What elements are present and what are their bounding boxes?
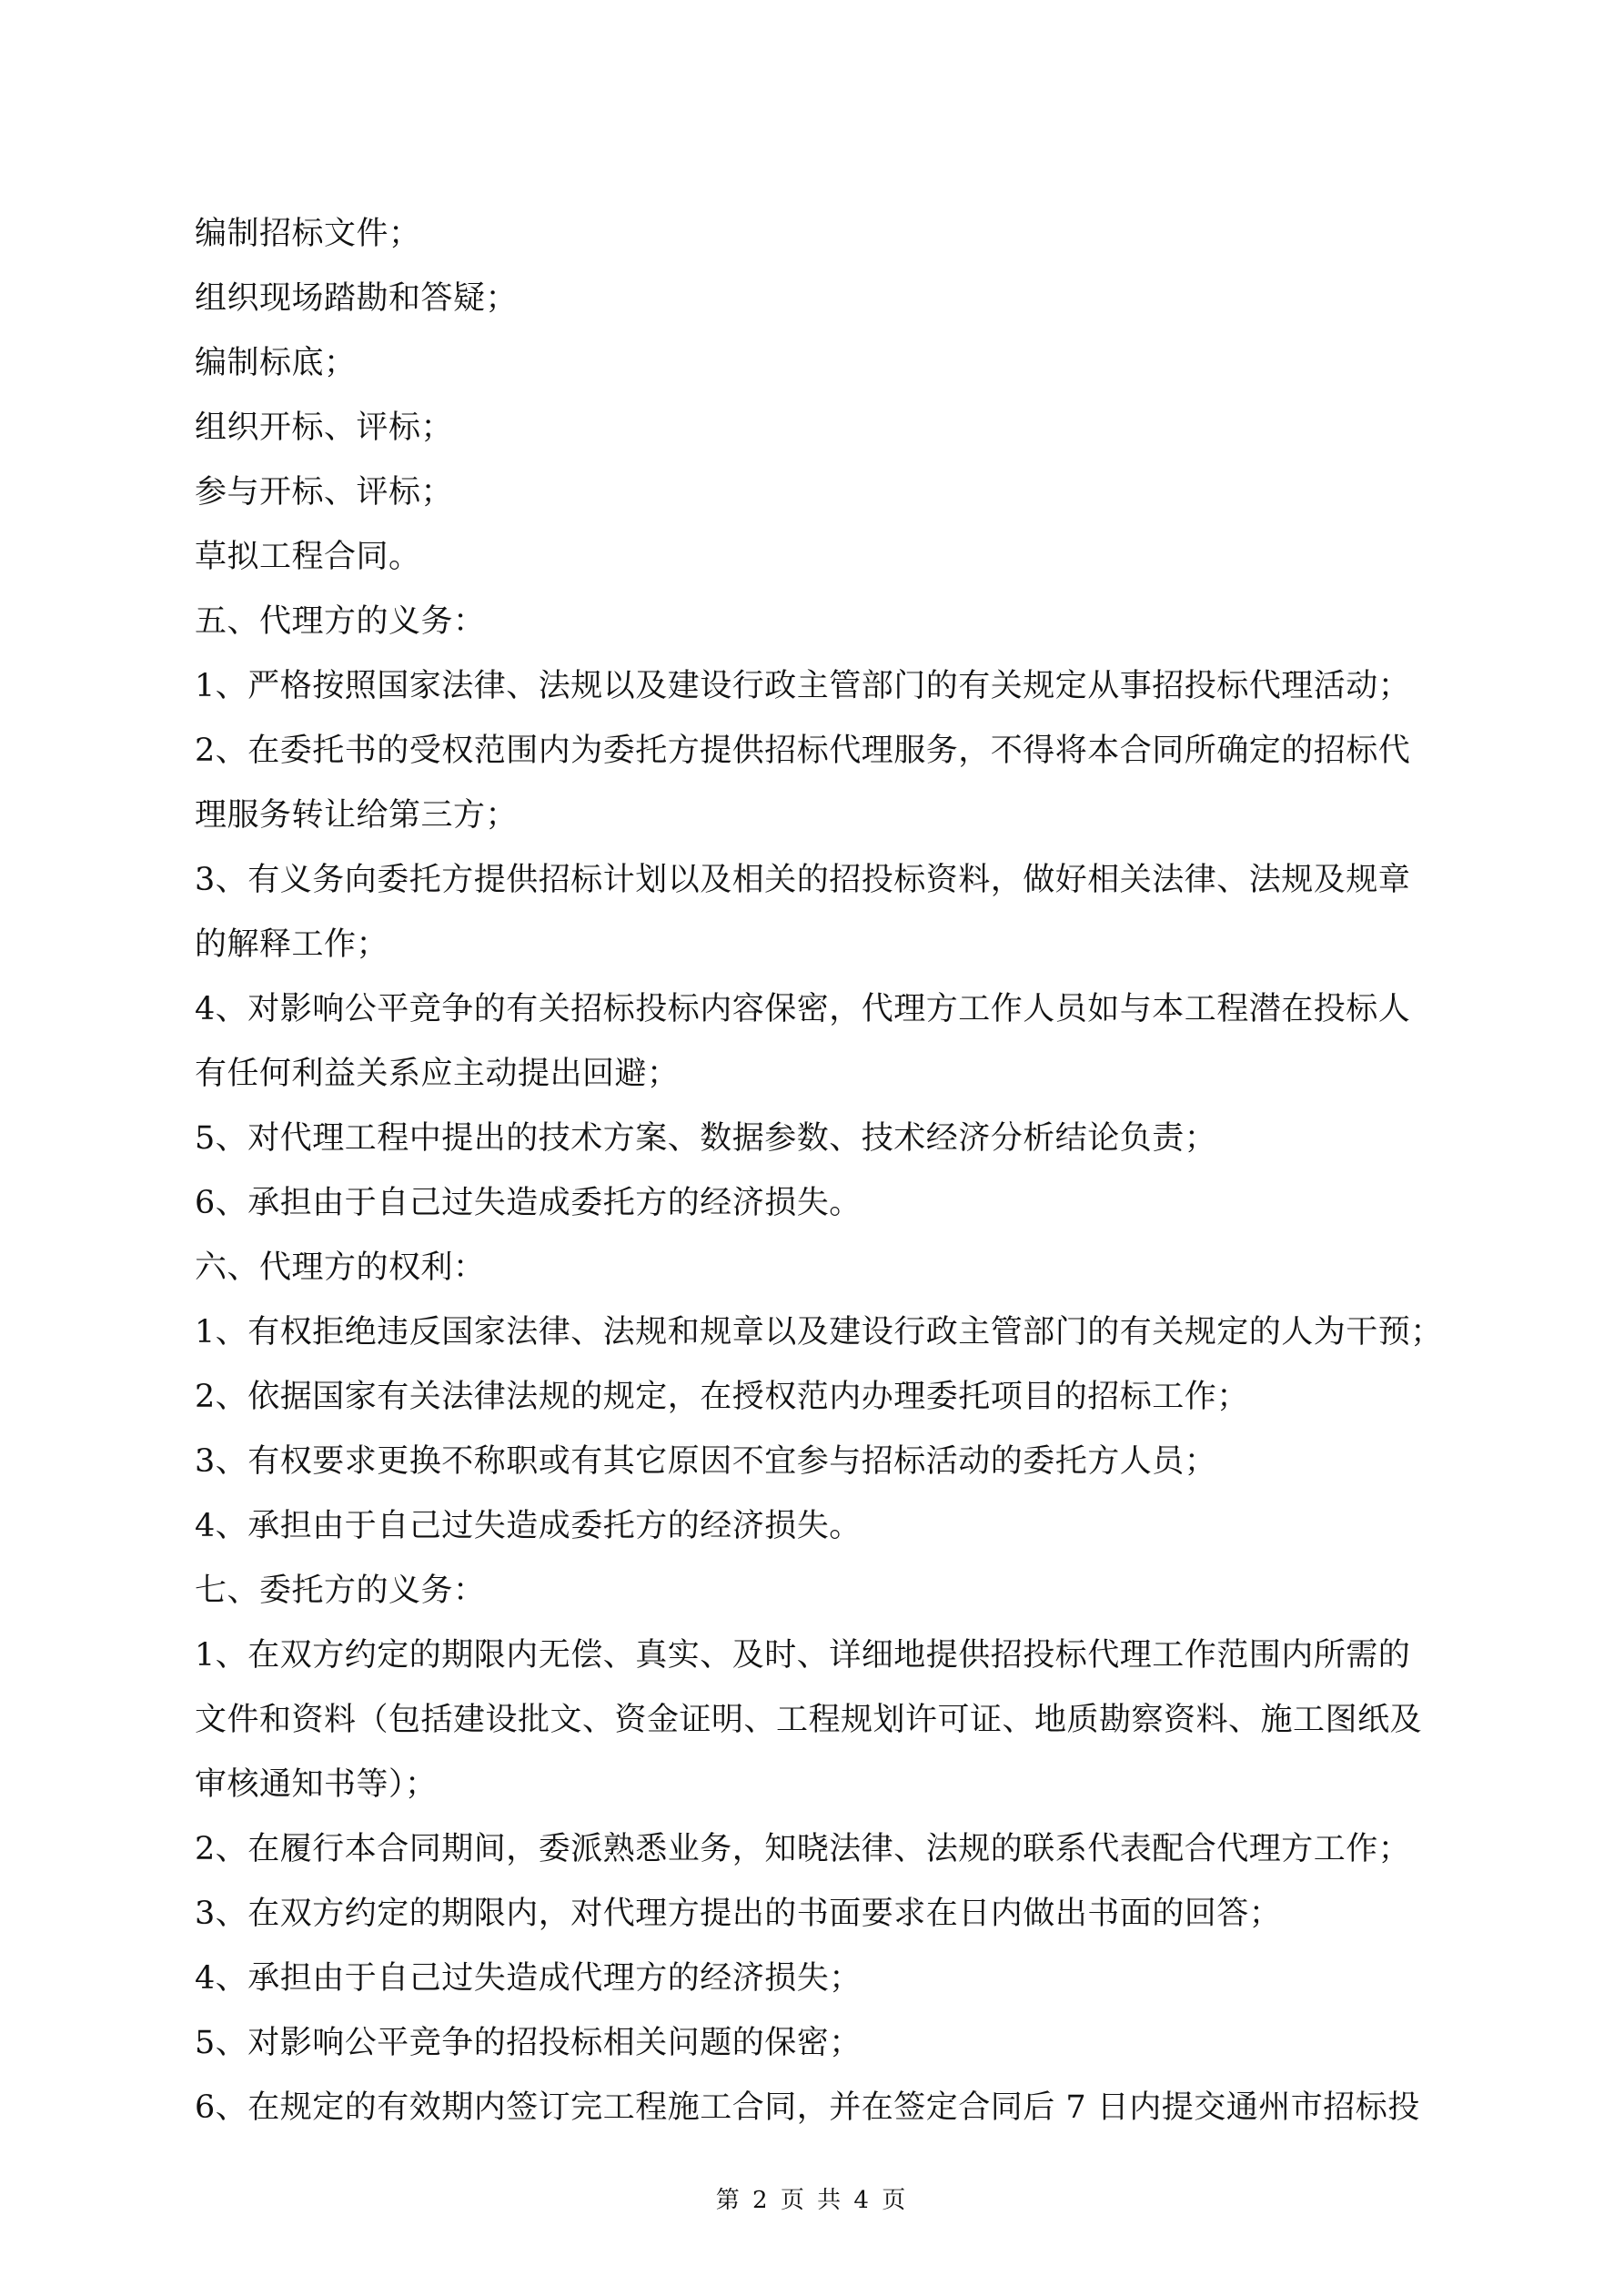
text-line: 3、有权要求更换不称职或有其它原因不宜参与招标活动的委托方人员；: [195, 1443, 1217, 1480]
text-line: 5、对影响公平竞争的招投标相关问题的保密；: [195, 2025, 862, 2061]
text-line: 4、承担由于自己过失造成代理方的经济损失；: [195, 1960, 862, 1997]
text-line: 的解释工作；: [195, 926, 389, 963]
text-line: 2、依据国家有关法律法规的规定，在授权范内办理委托项目的招标工作；: [195, 1379, 1249, 1415]
text-line: 审核通知书等）；: [195, 1766, 438, 1803]
text-line: 3、在双方约定的期限内，对代理方提出的书面要求在日内做出书面的回答；: [195, 1896, 1282, 1932]
text-line: 4、承担由于自己过失造成委托方的经济损失。: [195, 1508, 862, 1544]
text-line: 有任何利益关系应主动提出回避；: [195, 1056, 680, 1092]
text-line: 草拟工程合同。: [195, 539, 421, 575]
text-line: 组织开标、评标；: [195, 410, 454, 446]
text-line: 编制标底；: [195, 345, 357, 381]
text-line: 1、有权拒绝违反国家法律、法规和规章以及建设行政主管部门的有关规定的人为干预；: [195, 1314, 1443, 1350]
text-line: 6、承担由于自己过失造成委托方的经济损失。: [195, 1185, 862, 1221]
section-heading: 六、代理方的权利：: [195, 1249, 486, 1286]
text-line: 文件和资料（包括建设批文、资金证明、工程规划许可证、地质勘察资料、施工图纸及: [195, 1702, 1423, 1738]
section-heading: 五、代理方的义务：: [195, 603, 486, 640]
text-line: 参与开标、评标；: [195, 474, 454, 511]
text-line: 组织现场踏勘和答疑；: [195, 280, 519, 317]
text-line: 编制招标文件；: [195, 216, 421, 252]
text-line: 理服务转让给第三方；: [195, 797, 519, 834]
text-line: 2、在委托书的受权范围内为委托方提供招标代理服务，不得将本合同所确定的招标代: [195, 733, 1411, 769]
text-line: 1、在双方约定的期限内无偿、真实、及时、详细地提供招投标代理工作范围内所需的: [195, 1637, 1411, 1674]
text-line: 1、严格按照国家法律、法规以及建设行政主管部门的有关规定从事招投标代理活动；: [195, 668, 1411, 704]
text-line: 2、在履行本合同期间，委派熟悉业务，知晓法律、法规的联系代表配合代理方工作；: [195, 1831, 1411, 1867]
text-line: 3、有义务向委托方提供招标计划以及相关的招投标资料，做好相关法律、法规及规章: [195, 862, 1411, 898]
section-heading: 七、委托方的义务：: [195, 1573, 486, 1609]
page-footer: 第 2 页 共 4 页: [715, 2187, 909, 2214]
text-line: 5、对代理工程中提出的技术方案、数据参数、技术经济分析结论负责；: [195, 1120, 1217, 1157]
text-line: 6、在规定的有效期内签订完工程施工合同，并在签定合同后 7 日内提交通州市招标投: [195, 2089, 1420, 2126]
document-body: [195, 202, 1443, 2140]
text-line: 4、对影响公平竞争的有关招标投标内容保密，代理方工作人员如与本工程潜在投标人: [195, 991, 1411, 1027]
